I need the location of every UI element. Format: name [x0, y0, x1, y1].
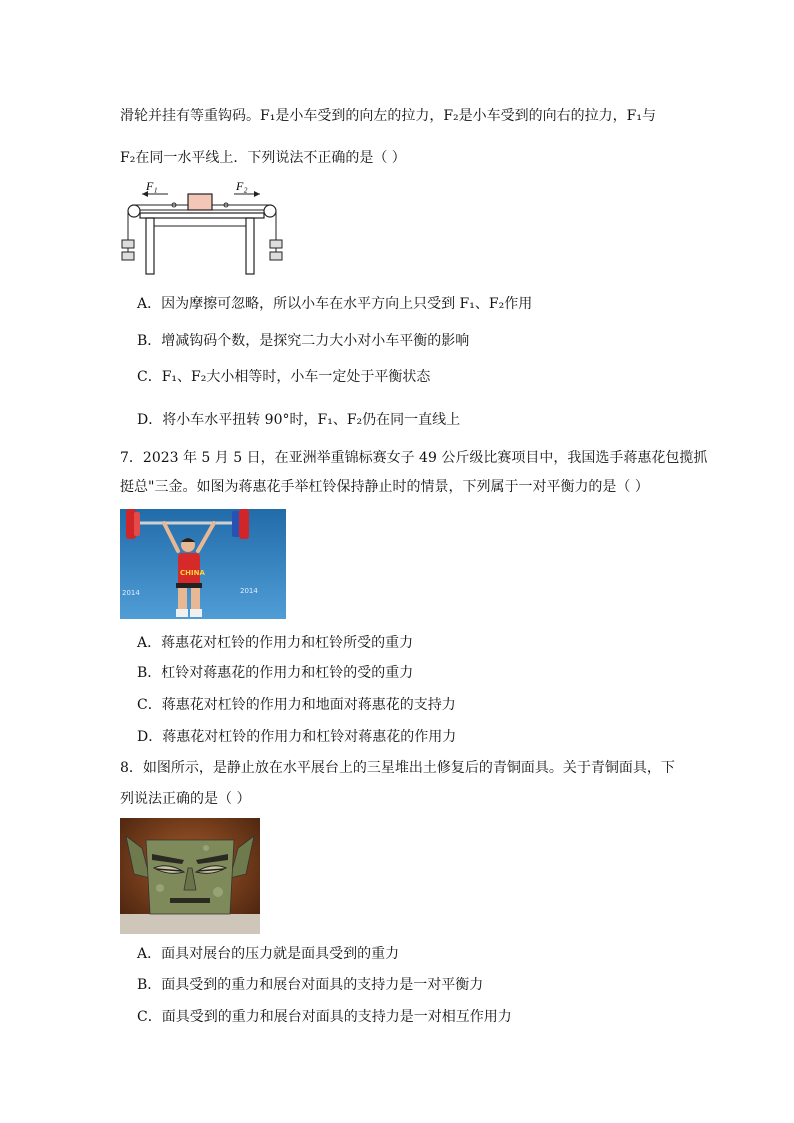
weight-right-1	[270, 240, 282, 248]
pulley-left	[128, 205, 140, 217]
pulley-right	[264, 205, 276, 217]
q8-bronze-mask-photo	[120, 818, 260, 934]
q7-option-c: C．蒋惠花对杠铃的作用力和地面对蒋惠花的支持力	[137, 697, 456, 713]
q8-stem-line2: 列说法正确的是（ ）	[120, 791, 251, 807]
q6-stem-line1: 滑轮并挂有等重钩码。F₁是小车受到的向左的拉力，F₂是小车受到的向右的拉力，F₁与	[120, 108, 656, 124]
plate-right-inner	[232, 511, 240, 537]
q6-stem-line2: F₂在同一水平线上．下列说法不正确的是（ ）	[120, 150, 406, 166]
q8-option-b: B．面具受到的重力和展台对面具的支持力是一对平衡力	[137, 977, 484, 993]
q7-option-b: B．杠铃对蒋惠花的作用力和杠铃的受的重力	[137, 665, 414, 681]
q7-option-a: A．蒋惠花对杠铃的作用力和杠铃所受的重力	[137, 635, 414, 651]
q7-option-d: D．蒋惠花对杠铃的作用力和杠铃对蒋惠花的作用力	[137, 729, 457, 745]
belt	[176, 583, 202, 588]
label-f2: F₂	[236, 180, 248, 193]
plate-right	[239, 509, 249, 539]
weight-left-2	[122, 252, 134, 260]
q8-stem-line1: 8．如图所示，是静止放在水平展台上的三星堆出土修复后的青铜面具。关于青铜面具，下	[120, 760, 675, 776]
q8-option-c: C．面具受到的重力和展台对面具的支持力是一对相互作用力	[137, 1009, 512, 1025]
jersey-text: CHINA	[180, 569, 205, 577]
weight-left-1	[122, 240, 134, 248]
banner-left-text: 2014	[122, 589, 140, 597]
banner-right-text: 2014	[240, 587, 258, 595]
q6-option-b: B．增减钩码个数，是探究二力大小对小车平衡的影响	[137, 333, 470, 349]
q6-option-c: C．F₁、F₂大小相等时，小车一定处于平衡状态	[137, 369, 431, 385]
display-stand	[120, 914, 260, 934]
q6-cart-table-figure	[118, 180, 288, 280]
q7-stem-line1: 7．2023 年 5 月 5 日，在亚洲举重锦标赛女子 49 公斤级比赛项目中，我国选手蒋惠花包揽抓	[120, 450, 708, 466]
table-leg-right	[246, 218, 254, 274]
q6-option-a: A．因为摩擦可忽略，所以小车在水平方向上只受到 F₁、F₂作用	[137, 296, 533, 312]
label-f1: F₁	[146, 180, 158, 193]
q7-weightlifter-photo	[120, 509, 286, 619]
table-leg-left	[146, 218, 154, 274]
cart	[188, 194, 212, 210]
q6-option-d: D．将小车水平扭转 90°时，F₁、F₂仍在同一直线上	[137, 412, 461, 428]
q8-option-a: A．面具对展台的压力就是面具受到的重力	[137, 946, 400, 962]
q7-stem-line2: 挺总"三金。如图为蒋惠花手举杠铃保持静止时的情景，下列属于一对平衡力的是（ ）	[120, 479, 649, 495]
table-top	[140, 213, 264, 218]
mask-mouth	[170, 898, 210, 903]
weight-right-2	[270, 252, 282, 260]
